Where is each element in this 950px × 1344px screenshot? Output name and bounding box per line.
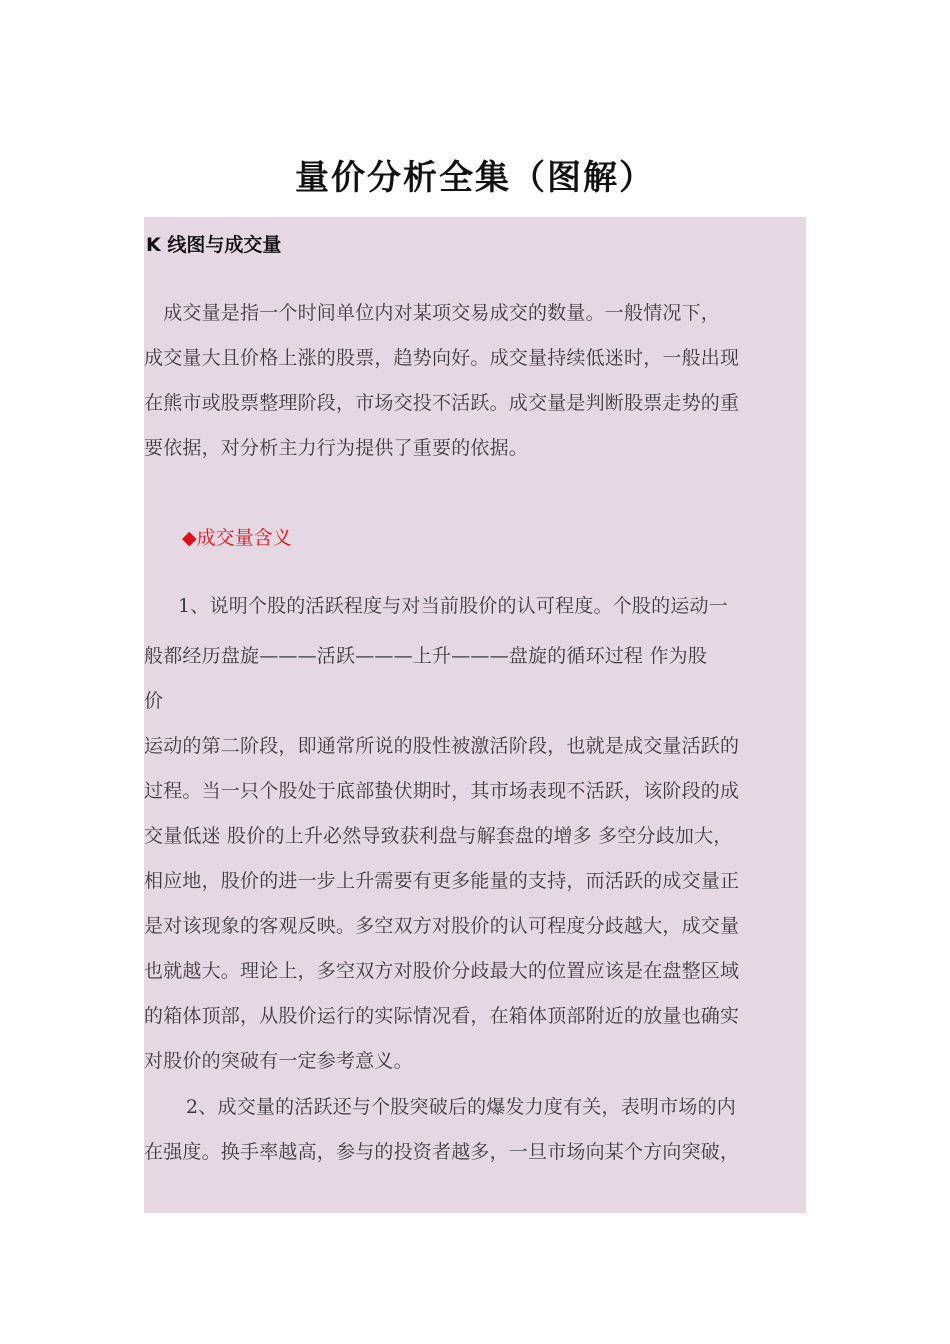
section-heading: K 线图与成交量 — [146, 234, 282, 256]
point2-line: 在强度。换手率越高，参与的投资者越多，一旦市场向某个方向突破， — [144, 1141, 740, 1163]
document-title: 量价分析全集（图解） — [295, 158, 655, 198]
point1-line: 也就越大。理论上，多空双方对股价分歧最大的位置应该是在盘整区域 — [144, 960, 740, 982]
intro-line: 成交量是指一个时间单位内对某项交易成交的数量。一般情况下， — [144, 302, 721, 324]
point1-line: 运动的第二阶段，即通常所说的股性被激活阶段，也就是成交量活跃的 — [144, 735, 740, 757]
intro-line: 成交量大且价格上涨的股票，趋势向好。成交量持续低迷时，一般出现 — [144, 347, 740, 369]
point1-line: 是对该现象的客观反映。多空双方对股价的认可程度分歧越大，成交量 — [144, 915, 740, 937]
point1-line: 价 — [144, 690, 164, 712]
point1-line: 交量低迷 股价的上升必然导致获利盘与解套盘的增多 多空分歧加大， — [144, 825, 733, 847]
point1-line: 过程。当一只个股处于底部蛰伏期时，其市场表现不活跃，该阶段的成 — [144, 780, 740, 802]
point1-line: 1、说明个股的活跃程度与对当前股价的认可程度。个股的运动一 — [178, 595, 728, 617]
point2-line: 2、成交量的活跃还与个股突破后的爆发力度有关，表明市场的内 — [186, 1096, 736, 1118]
point1-line: 般都经历盘旋———活跃———上升———盘旋的循环过程 作为股 — [144, 645, 708, 667]
intro-line: 在熊市或股票整理阶段，市场交投不活跃。成交量是判断股票走势的重 — [144, 392, 740, 414]
subheading-volume-meaning: ◆成交量含义 — [182, 527, 292, 549]
intro-line: 要依据，对分析主力行为提供了重要的依据。 — [144, 437, 529, 459]
point1-line: 的箱体顶部，从股价运行的实际情况看，在箱体顶部附近的放量也确实 — [144, 1005, 740, 1027]
point1-line: 相应地，股价的进一步上升需要有更多能量的支持，而活跃的成交量正 — [144, 870, 740, 892]
point1-line: 对股价的突破有一定参考意义。 — [144, 1050, 413, 1072]
